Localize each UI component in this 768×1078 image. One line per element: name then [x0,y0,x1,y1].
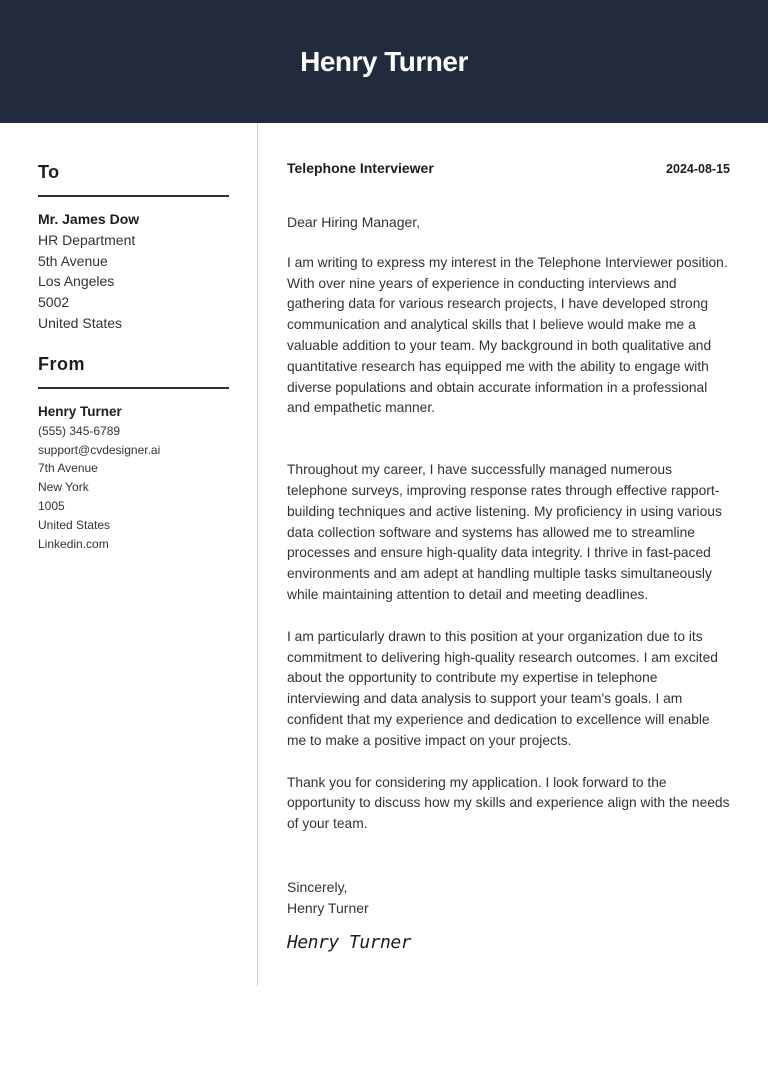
applicant-name: Henry Turner [300,45,468,77]
sender-email: support@cvdesigner.ai [38,442,161,457]
salutation: Dear Hiring Manager, [287,214,421,230]
letter-header-line [287,160,730,182]
closing-name: Henry Turner [287,899,369,916]
recipient-name: Mr. James Dow [38,211,140,227]
sender-phone: (555) 345-6789 [38,423,121,438]
sender-name: Henry Turner [38,403,122,419]
recipient-address [38,209,229,334]
recipient-zip: 5002 [38,294,70,311]
recipient-department: HR Department [38,231,136,248]
job-title: Telephone Interviewer [287,160,434,176]
sender-city: New York [38,480,89,495]
recipient-street: 5th Avenue [38,252,108,269]
sender-street: 7th Avenue [38,461,98,476]
to-section-rule [38,195,229,197]
from-section-rule [38,387,229,389]
recipient-country: United States [38,314,123,331]
letter-date: 2024-08-15 [666,162,730,176]
column-divider [257,123,258,986]
sender-zip: 1005 [38,498,65,513]
header-banner [0,0,768,123]
signature: Henry Turner [287,931,412,953]
sender-contact [38,402,229,554]
to-section-title: To [38,162,60,182]
closing-block [287,877,730,919]
closing-phrase: Sincerely, [287,878,348,895]
paragraph-intro: I am writing to express my interest in the Telephone Interviewer position. With over nine years of experience in conducting interviews and gathering data for various research projects, I have developed strong communication and analytical skills that I believe would make me a valuable addition to your team. My background in both qualitative and quantitative research has equipped me with the ability to engage with diverse populations and obtain accurate information in a professional and empathetic manner. [287,254,728,416]
sender-country: United States [38,517,111,532]
letter-body [287,160,730,953]
sidebar [38,160,229,553]
recipient-city: Los Angeles [38,273,115,290]
paragraph-motivation: I am particularly drawn to this position at your organization due to its commitment to delivering high-quality research outcomes. I am excited about the opportunity to contribute my expertise in telephone interviewing and data analysis to support your team's goals. I am confident that my experience and dedication to excellence will enable me to make a positive impact on your projects. [287,628,718,748]
paragraph-experience: Throughout my career, I have successfully managed numerous telephone surveys, improving response rates through effective rapport-building techniques and active listening. My proficiency in using various data collection software and systems has allowed me to streamline processes and ensure high-quality data integrity. I thrive in fast-paced environments and am adept at handling multiple tasks simultaneously while maintaining attention to detail and meeting deadlines. [287,462,722,602]
sender-website: Linkedin.com [38,536,109,551]
paragraph-thanks: Thank you for considering my application. I look forward to the opportunity to discuss how my skills and experience align with the needs of your team. [287,774,730,832]
from-section-title: From [38,353,85,374]
